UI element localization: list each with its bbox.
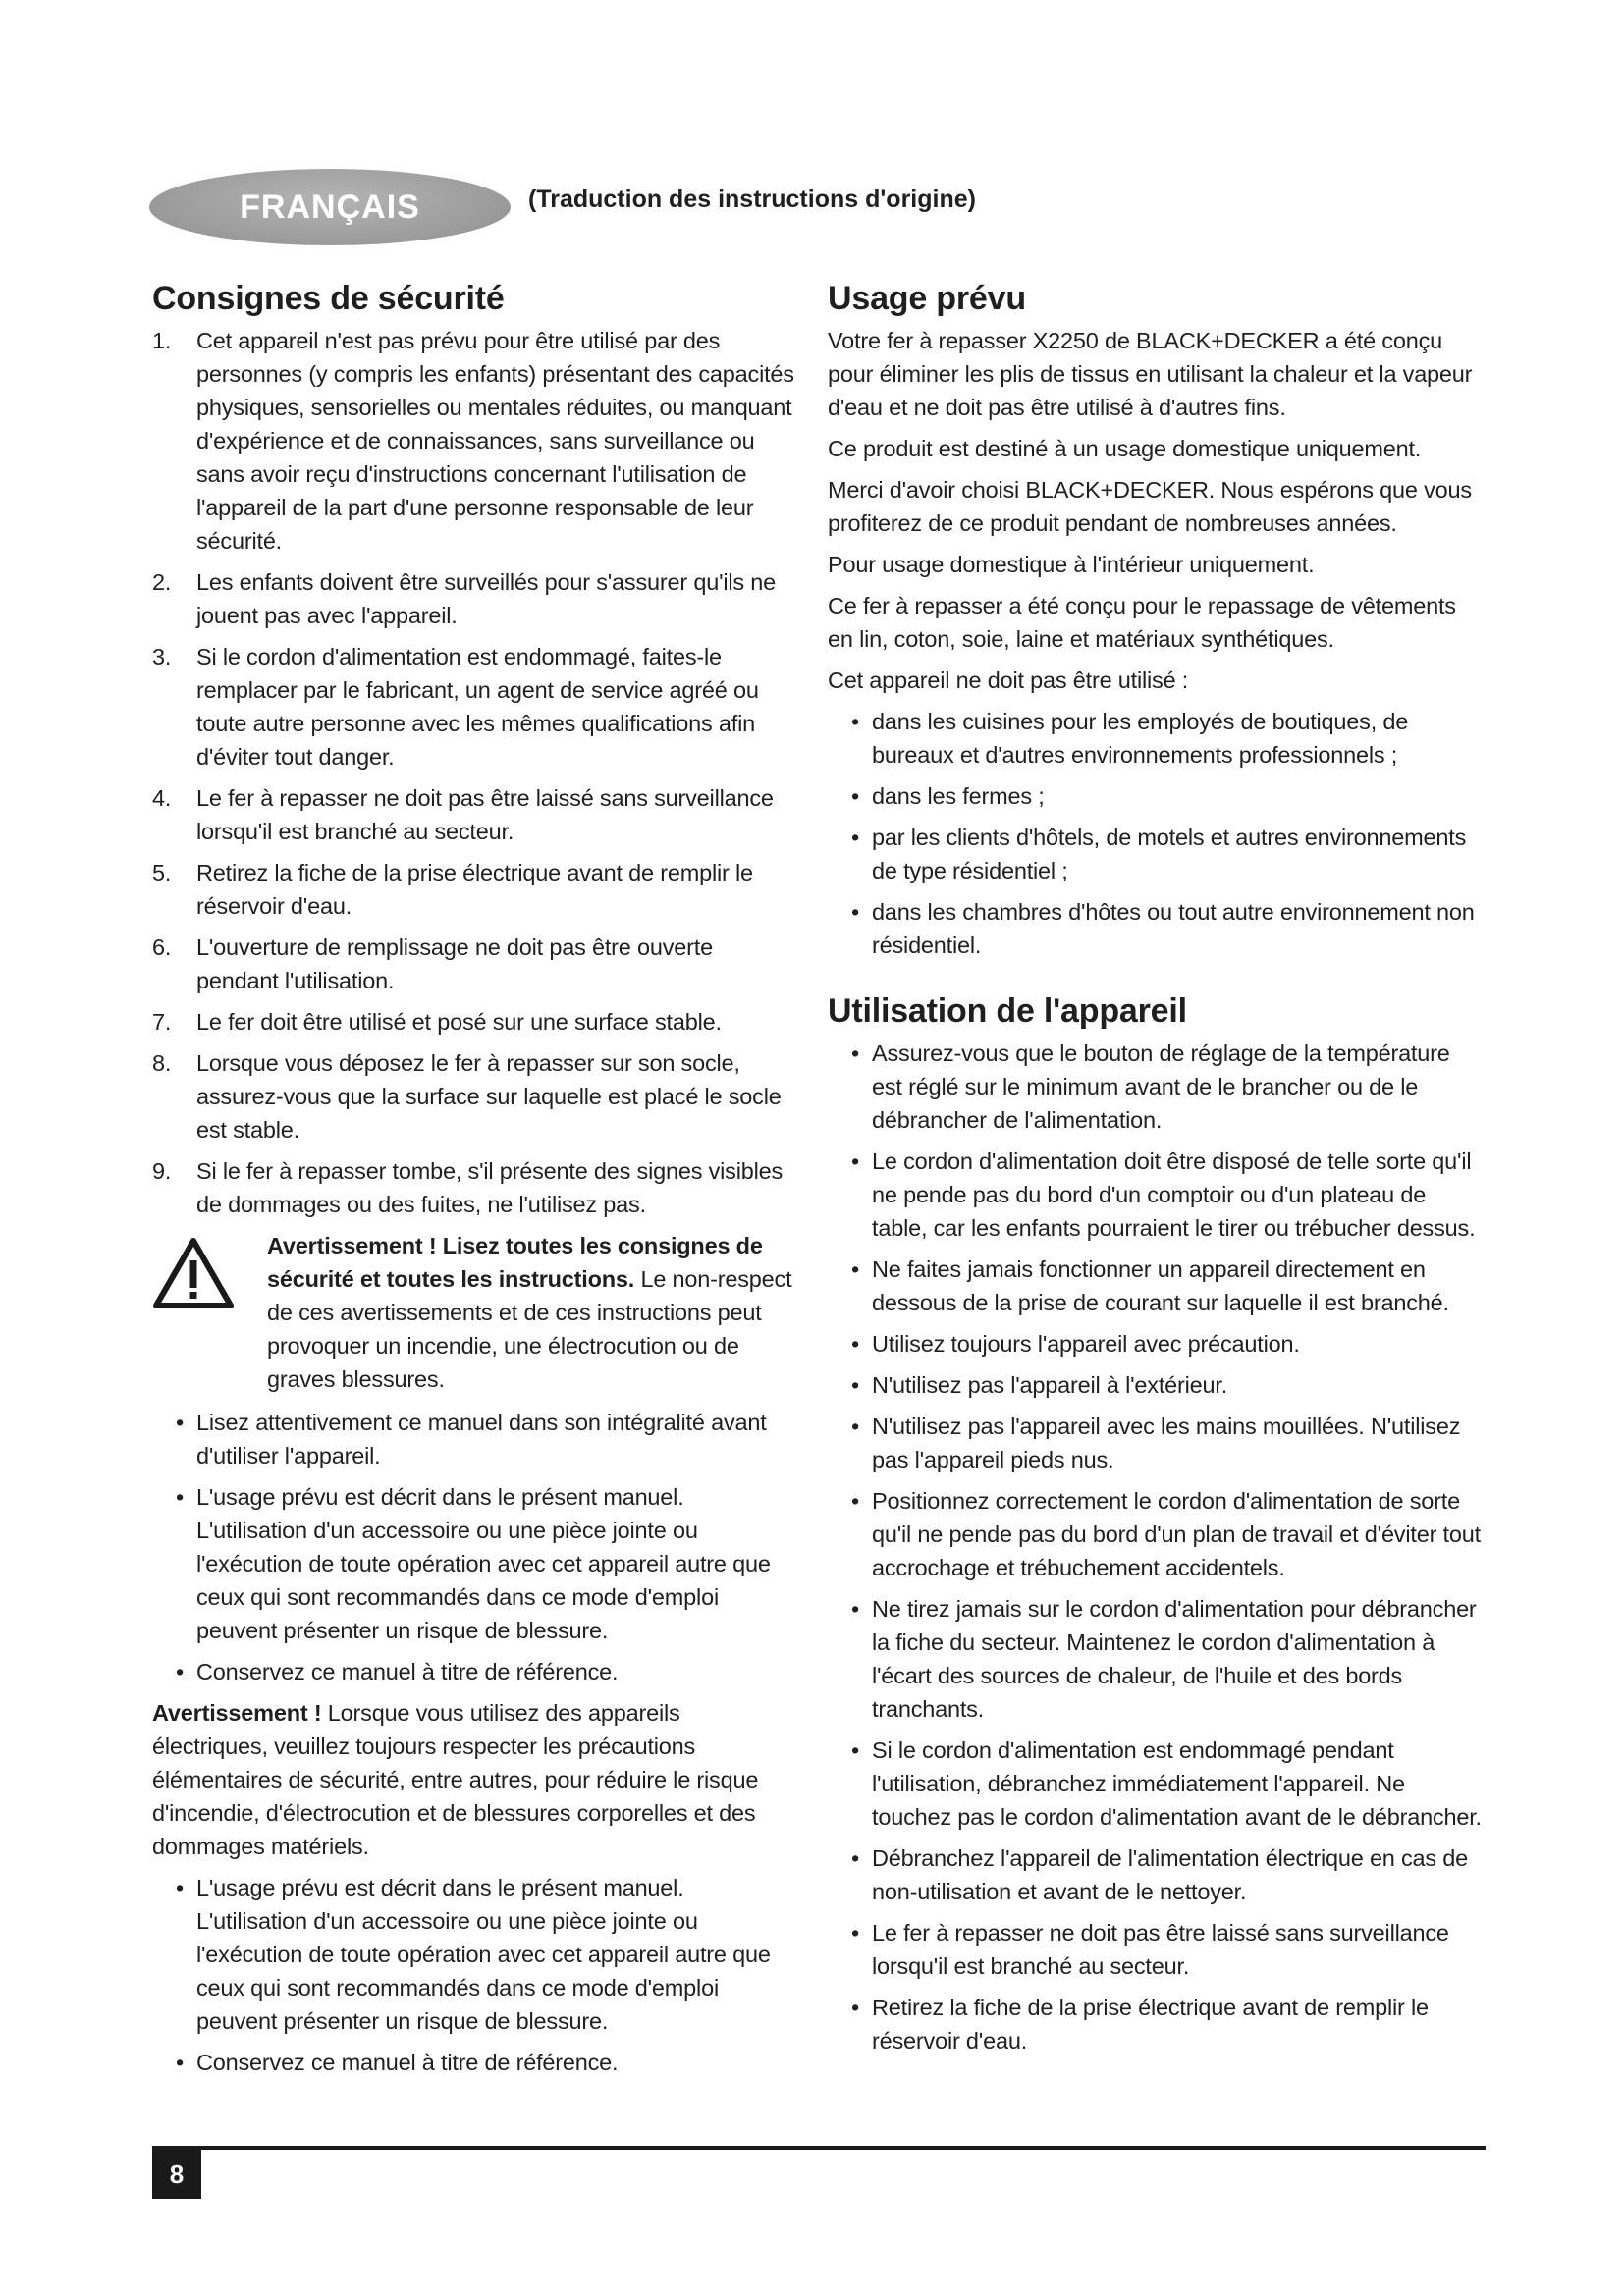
right-column bbox=[828, 277, 1486, 2065]
usage-paragraph: Pour usage domestique à l'intérieur uniquement. bbox=[828, 552, 1315, 577]
warning2-bold: Avertissement ! bbox=[152, 1700, 322, 1726]
use-bullet-list bbox=[828, 1037, 1486, 2057]
list-item bbox=[152, 1046, 800, 1147]
list-item bbox=[152, 856, 800, 923]
item-number: 4. bbox=[152, 785, 172, 811]
item-text: Le fer à repasser ne doit pas être laissé sans surveillance lorsqu'il est branché au secteur. bbox=[196, 785, 774, 844]
item-text: L'ouverture de remplissage ne doit pas être ouverte pendant l'utilisation. bbox=[196, 934, 713, 993]
usage-title: Usage prévu bbox=[828, 280, 1026, 317]
list-item: • Conservez ce manuel à titre de référence. bbox=[152, 2046, 800, 2079]
warning-triangle-icon bbox=[152, 1229, 243, 1396]
list-item: • Utilisez toujours l'appareil avec précaution. bbox=[828, 1327, 1486, 1361]
list-item: • Conservez ce manuel à titre de référence. bbox=[152, 1655, 800, 1688]
item-number: 6. bbox=[152, 934, 172, 960]
usage-paragraph: Cet appareil ne doit pas être utilisé : bbox=[828, 667, 1189, 693]
usage-paragraph: Votre fer à repasser X2250 de BLACK+DECKER a été conçu pour éliminer les plis de tissus en utilisant la chaleur et la vapeur d'eau et ne doit pas être utilisé à d'autres fins. bbox=[828, 328, 1473, 420]
list-item bbox=[152, 1154, 800, 1221]
list-item: • Positionnez correctement le cordon d'alimentation de sorte qu'il ne pende pas du bord d'un plan de travail et d'éviter tout accrochage et trébuchement accidentels. bbox=[828, 1484, 1486, 1584]
list-item bbox=[152, 565, 800, 632]
list-item: • Lisez attentivement ce manuel dans son intégralité avant d'utiliser l'appareil. bbox=[152, 1406, 800, 1472]
item-number: 2. bbox=[152, 569, 172, 595]
item-text: Lorsque vous déposez le fer à repasser sur son socle, assurez-vous que la surface sur laquelle est placé le socle est stable. bbox=[196, 1050, 782, 1143]
usage-paragraph: Merci d'avoir choisi BLACK+DECKER. Nous espérons que vous profiterez de ce produit pendant de nombreuses années. bbox=[828, 477, 1472, 536]
list-item: • Retirez la fiche de la prise électrique avant de remplir le réservoir d'eau. bbox=[828, 1991, 1486, 2057]
list-item bbox=[152, 324, 800, 558]
warning-bold: Avertissement ! Lisez toutes les consignes de sécurité et toutes les instructions. bbox=[267, 1233, 763, 1292]
item-number: 8. bbox=[152, 1050, 172, 1076]
item-number: 9. bbox=[152, 1158, 172, 1184]
language-badge: FRANÇAIS bbox=[149, 169, 511, 245]
warning-text bbox=[243, 1229, 800, 1396]
item-number: 3. bbox=[152, 644, 172, 669]
item-text: Les enfants doivent être surveillés pour s'assurer qu'ils ne jouent pas avec l'appareil. bbox=[196, 569, 777, 628]
use-title: Utilisation de l'appareil bbox=[828, 992, 1187, 1030]
item-text: Cet appareil n'est pas prévu pour être utilisé par des personnes (y compris les enfants) présentant des capacités physiques, sensorielles ou mentales réduites, ou manquant d'expérience et de connaissances, sans surveillance ou sans avoir reçu d'instructions concernant l'utilisation de l'appareil de la part d'une personne responsable de leur sécurité. bbox=[196, 328, 794, 554]
list-item bbox=[152, 1005, 800, 1039]
item-text: Si le cordon d'alimentation est endommagé, faites-le remplacer par le fabricant, un agent de service agréé ou toute autre personne avec les mêmes qualifications afin d'éviter tout danger. bbox=[196, 644, 759, 770]
warning-block bbox=[152, 1229, 800, 1396]
footer-rule bbox=[152, 2146, 1486, 2150]
list-item: • dans les cuisines pour les employés de boutiques, de bureaux et d'autres environnements professionnels ; bbox=[828, 705, 1486, 772]
safety-list bbox=[152, 324, 800, 1221]
bullet-list-a bbox=[152, 1406, 800, 1688]
safety-title: Consignes de sécurité bbox=[152, 280, 505, 317]
left-column bbox=[152, 277, 800, 2087]
list-item: • Si le cordon d'alimentation est endommagé pendant l'utilisation, débranchez immédiatement l'appareil. Ne touchez pas le cordon d'alimentation avant de le débrancher. bbox=[828, 1734, 1486, 1834]
usage-paragraph: Ce fer à repasser a été conçu pour le repassage de vêtements en lin, coton, soie, laine et matériaux synthétiques. bbox=[828, 593, 1456, 652]
list-item: • L'usage prévu est décrit dans le présent manuel. L'utilisation d'un accessoire ou une pièce jointe ou l'exécution de toute opération avec cet appareil autre que ceux qui sont recommandés dans ce mode d'emploi peuvent présenter un risque de blessure. bbox=[152, 1871, 800, 2038]
list-item: • dans les chambres d'hôtes ou tout autre environnement non résidentiel. bbox=[828, 895, 1486, 962]
list-item bbox=[152, 931, 800, 997]
usage-bullet-list bbox=[828, 705, 1486, 962]
list-item: • N'utilisez pas l'appareil à l'extérieur. bbox=[828, 1368, 1486, 1402]
list-item: • Débranchez l'appareil de l'alimentation électrique en cas de non-utilisation et avant de le nettoyer. bbox=[828, 1842, 1486, 1908]
warning-rest: Le non-respect de ces avertissements et de ces instructions peut provoquer un incendie, une électrocution ou de graves blessures. bbox=[267, 1266, 792, 1392]
list-item bbox=[152, 640, 800, 774]
list-item: • Le fer à repasser ne doit pas être laissé sans surveillance lorsqu'il est branché au secteur. bbox=[828, 1916, 1486, 1983]
list-item: • Assurez-vous que le bouton de réglage de la température est réglé sur le minimum avant de le brancher ou de le débrancher de l'alimentation. bbox=[828, 1037, 1486, 1137]
header-subtitle: (Traduction des instructions d'origine) bbox=[528, 186, 976, 213]
item-text: Retirez la fiche de la prise électrique avant de remplir le réservoir d'eau. bbox=[196, 860, 753, 919]
bullet-list-b bbox=[152, 1871, 800, 2079]
warning2-rest: Lorsque vous utilisez des appareils électriques, veuillez toujours respecter les précautions élémentaires de sécurité, entre autres, pour réduire le risque d'incendie, d'électrocution et de blessures corporelles et des dommages matériels. bbox=[152, 1700, 759, 1859]
list-item: • dans les fermes ; bbox=[828, 779, 1486, 813]
list-item: • Le cordon d'alimentation doit être disposé de telle sorte qu'il ne pende pas du bord d'un comptoir ou d'un plateau de table, car les enfants pourraient le tirer ou trébucher dessus. bbox=[828, 1145, 1486, 1245]
item-text: Si le fer à repasser tombe, s'il présente des signes visibles de dommages ou des fuites, ne l'utilisez pas. bbox=[196, 1158, 784, 1217]
item-number: 1. bbox=[152, 328, 172, 353]
list-item: • N'utilisez pas l'appareil avec les mains mouillées. N'utilisez pas l'appareil pieds nus. bbox=[828, 1410, 1486, 1476]
list-item bbox=[152, 781, 800, 848]
usage-paragraph: Ce produit est destiné à un usage domestique uniquement. bbox=[828, 436, 1422, 461]
page-number: 8 bbox=[152, 2150, 201, 2199]
list-item: • Ne tirez jamais sur le cordon d'alimentation pour débrancher la fiche du secteur. Maintenez le cordon d'alimentation à l'écart des sources de chaleur, de l'huile et des bords tranchants. bbox=[828, 1592, 1486, 1726]
item-text: Le fer doit être utilisé et posé sur une surface stable. bbox=[196, 1009, 722, 1035]
list-item: • Ne faites jamais fonctionner un appareil directement en dessous de la prise de courant sur laquelle il est branché. bbox=[828, 1253, 1486, 1319]
list-item: • par les clients d'hôtels, de motels et autres environnements de type résidentiel ; bbox=[828, 821, 1486, 887]
warning-paragraph bbox=[152, 1696, 800, 1863]
item-number: 5. bbox=[152, 860, 172, 885]
item-number: 7. bbox=[152, 1009, 172, 1035]
list-item: • L'usage prévu est décrit dans le présent manuel. L'utilisation d'un accessoire ou une pièce jointe ou l'exécution de toute opération avec cet appareil autre que ceux qui sont recommandés dans ce mode d'emploi peuvent présenter un risque de blessure. bbox=[152, 1480, 800, 1647]
